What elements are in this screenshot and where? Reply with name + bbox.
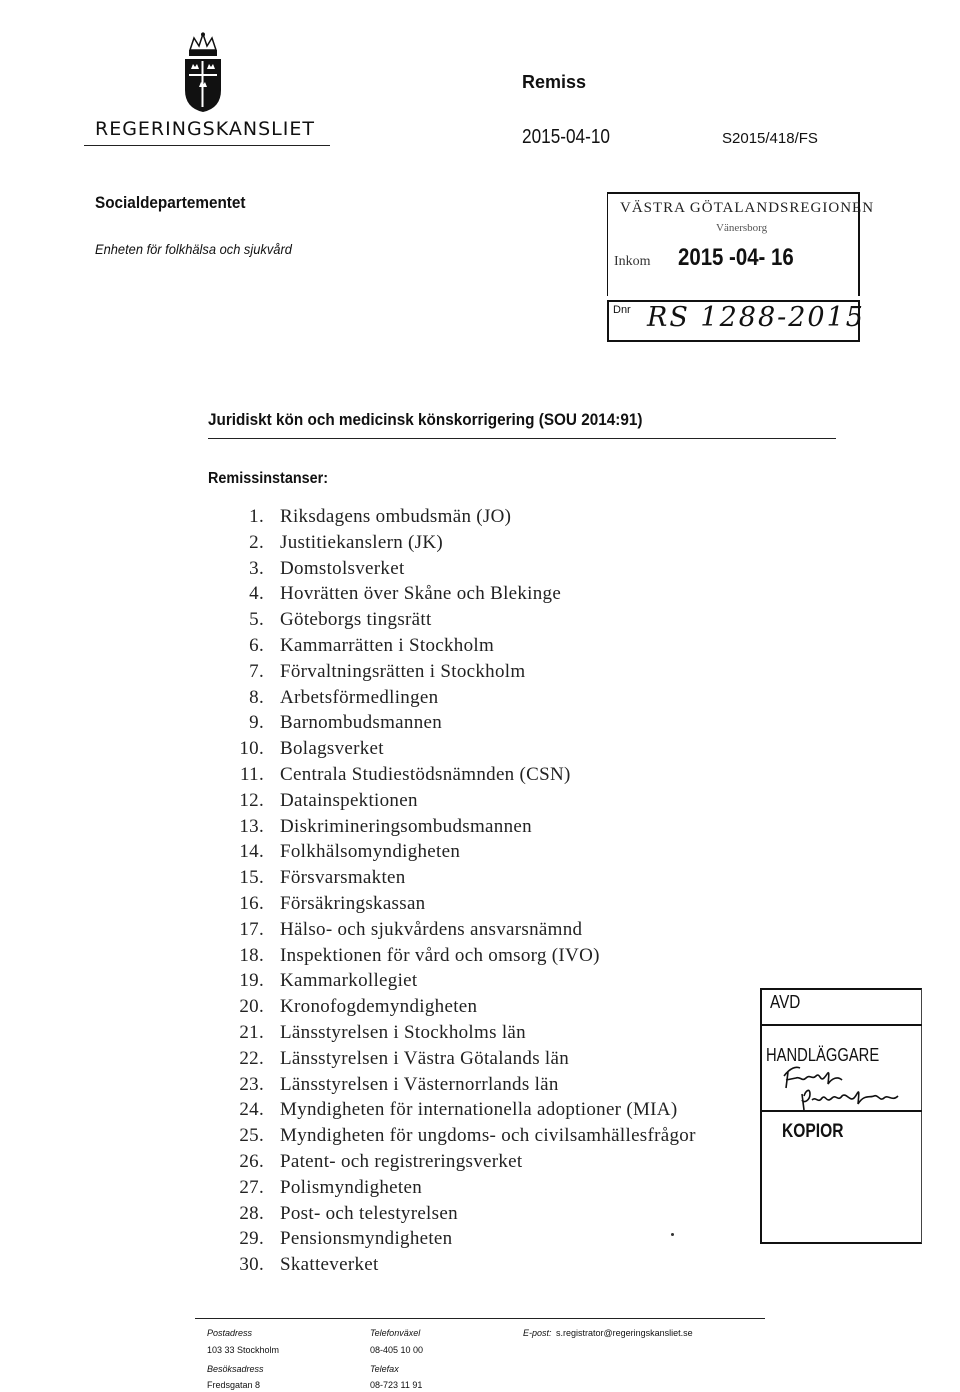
stamp-dnr-box xyxy=(607,300,865,342)
list-item: 27. Polismyndigheten xyxy=(239,1176,423,1198)
list-item: 14. Folkhälsomyndigheten xyxy=(239,841,461,863)
list-item: 7. Förvaltningsrätten i Stockholm xyxy=(249,660,526,682)
subject-rule xyxy=(208,438,836,439)
list-item: 23. Länsstyrelsen i Västernorrlands län xyxy=(239,1073,559,1095)
list-item: 2. Justitiekanslern (JK) xyxy=(249,531,444,553)
subject-title: Juridiskt kön och medicinsk könskorrigering (SOU 2014:91) xyxy=(208,410,643,429)
list-item: 26. Patent- och registreringsverket xyxy=(239,1150,523,1172)
document-date: 2015-04-10 xyxy=(522,126,610,148)
list-item: 4. Hovrätten över Skåne och Blekinge xyxy=(249,583,562,605)
avd-divider xyxy=(762,1024,922,1026)
list-item: 18. Inspektionen för vård och omsorg (IVO) xyxy=(239,944,600,966)
kopior-label: KOPIOR xyxy=(782,1121,844,1142)
list-item: 22. Länsstyrelsen i Västra Götalands län xyxy=(239,1047,570,1069)
footer-telefonvaxel-label: Telefonväxel xyxy=(370,1328,421,1338)
list-item: 25. Myndigheten för ungdoms- och civilsamhällesfrågor xyxy=(239,1125,696,1147)
list-item: 24. Myndigheten för internationella adoptioner (MIA) xyxy=(239,1099,678,1121)
footer-epost: s.registrator@regeringskansliet.se xyxy=(556,1328,693,1338)
footer-postadress-label: Postadress xyxy=(207,1328,253,1338)
list-item: 16. Försäkringskassan xyxy=(239,892,426,914)
recipients-list xyxy=(226,506,766,1280)
stamp-frame xyxy=(607,192,875,296)
avd-label: AVD xyxy=(770,992,801,1012)
list-item: 12. Datainspektionen xyxy=(239,789,418,811)
handlaggare-signature xyxy=(780,1054,920,1114)
list-item: 20. Kronofogdemyndigheten xyxy=(239,996,478,1018)
letterhead-rule xyxy=(84,145,330,146)
footer-telefax: 08-723 11 91 xyxy=(370,1380,423,1390)
received-stamp xyxy=(607,192,875,342)
sender-unit: Enheten för folkhälsa och sjukvård xyxy=(95,241,292,257)
stamp-dnr-label: Dnr xyxy=(613,304,631,316)
government-crest-logo xyxy=(180,32,226,114)
list-item: 17. Hälso- och sjukvårdens ansvarsnämnd xyxy=(239,918,583,940)
footer-telefax-label: Telefax xyxy=(370,1364,399,1374)
list-item: 29. Pensionsmyndigheten xyxy=(239,1228,453,1250)
document-reference: S2015/418/FS xyxy=(722,130,818,147)
footer-epost-label: E-post: xyxy=(523,1328,552,1338)
stamp-received-label: Inkom xyxy=(614,254,651,269)
handling-stamp-box xyxy=(760,988,922,1244)
footer-besoksadress-label: Besöksadress xyxy=(207,1364,264,1374)
list-item: 6. Kammarrätten i Stockholm xyxy=(249,634,495,656)
footer-telefonvaxel: 08-405 10 00 xyxy=(370,1345,424,1355)
list-item: 1. Riksdagens ombudsmän (JO) xyxy=(249,506,512,527)
handlaggare-label: HANDLÄGGARE xyxy=(766,1045,880,1065)
stamp-dnr-handwritten: RS 1288-2015 xyxy=(647,302,865,333)
footer-besoksadress: Fredsgatan 8 xyxy=(207,1380,261,1390)
footer-rule xyxy=(195,1318,765,1319)
stray-mark xyxy=(671,1233,674,1236)
list-item: 28. Post- och telestyrelsen xyxy=(239,1202,458,1224)
recipients-heading: Remissinstanser: xyxy=(208,470,329,487)
kopior-divider xyxy=(762,1110,922,1112)
list-item: 30. Skatteverket xyxy=(239,1254,379,1276)
list-item: 5. Göteborgs tingsrätt xyxy=(249,609,432,631)
organization-name: REGERINGSKANSLIET xyxy=(95,118,315,140)
list-item: 10. Bolagsverket xyxy=(239,738,384,760)
list-item: 8. Arbetsförmedlingen xyxy=(249,686,439,708)
list-item: 19. Kammarkollegiet xyxy=(239,970,418,992)
list-item: 3. Domstolsverket xyxy=(249,557,405,579)
list-item: 13. Diskrimineringsombudsmannen xyxy=(239,815,532,837)
document-type: Remiss xyxy=(522,72,587,92)
stamp-received-date: 2015 -04- 16 xyxy=(678,244,794,271)
list-item: 11. Centrala Studiestödsnämnden (CSN) xyxy=(240,763,571,785)
stamp-subtitle: Vänersborg xyxy=(716,222,768,234)
sender-department: Socialdepartementet xyxy=(95,193,246,212)
stamp-title: VÄSTRA GÖTALANDSREGIONEN xyxy=(620,200,875,216)
footer-postadress: 103 33 Stockholm xyxy=(207,1345,280,1355)
list-item: 9. Barnombudsmannen xyxy=(249,712,443,734)
list-item: 21. Länsstyrelsen i Stockholms län xyxy=(239,1021,526,1043)
list-item: 15. Försvarsmakten xyxy=(239,867,406,889)
